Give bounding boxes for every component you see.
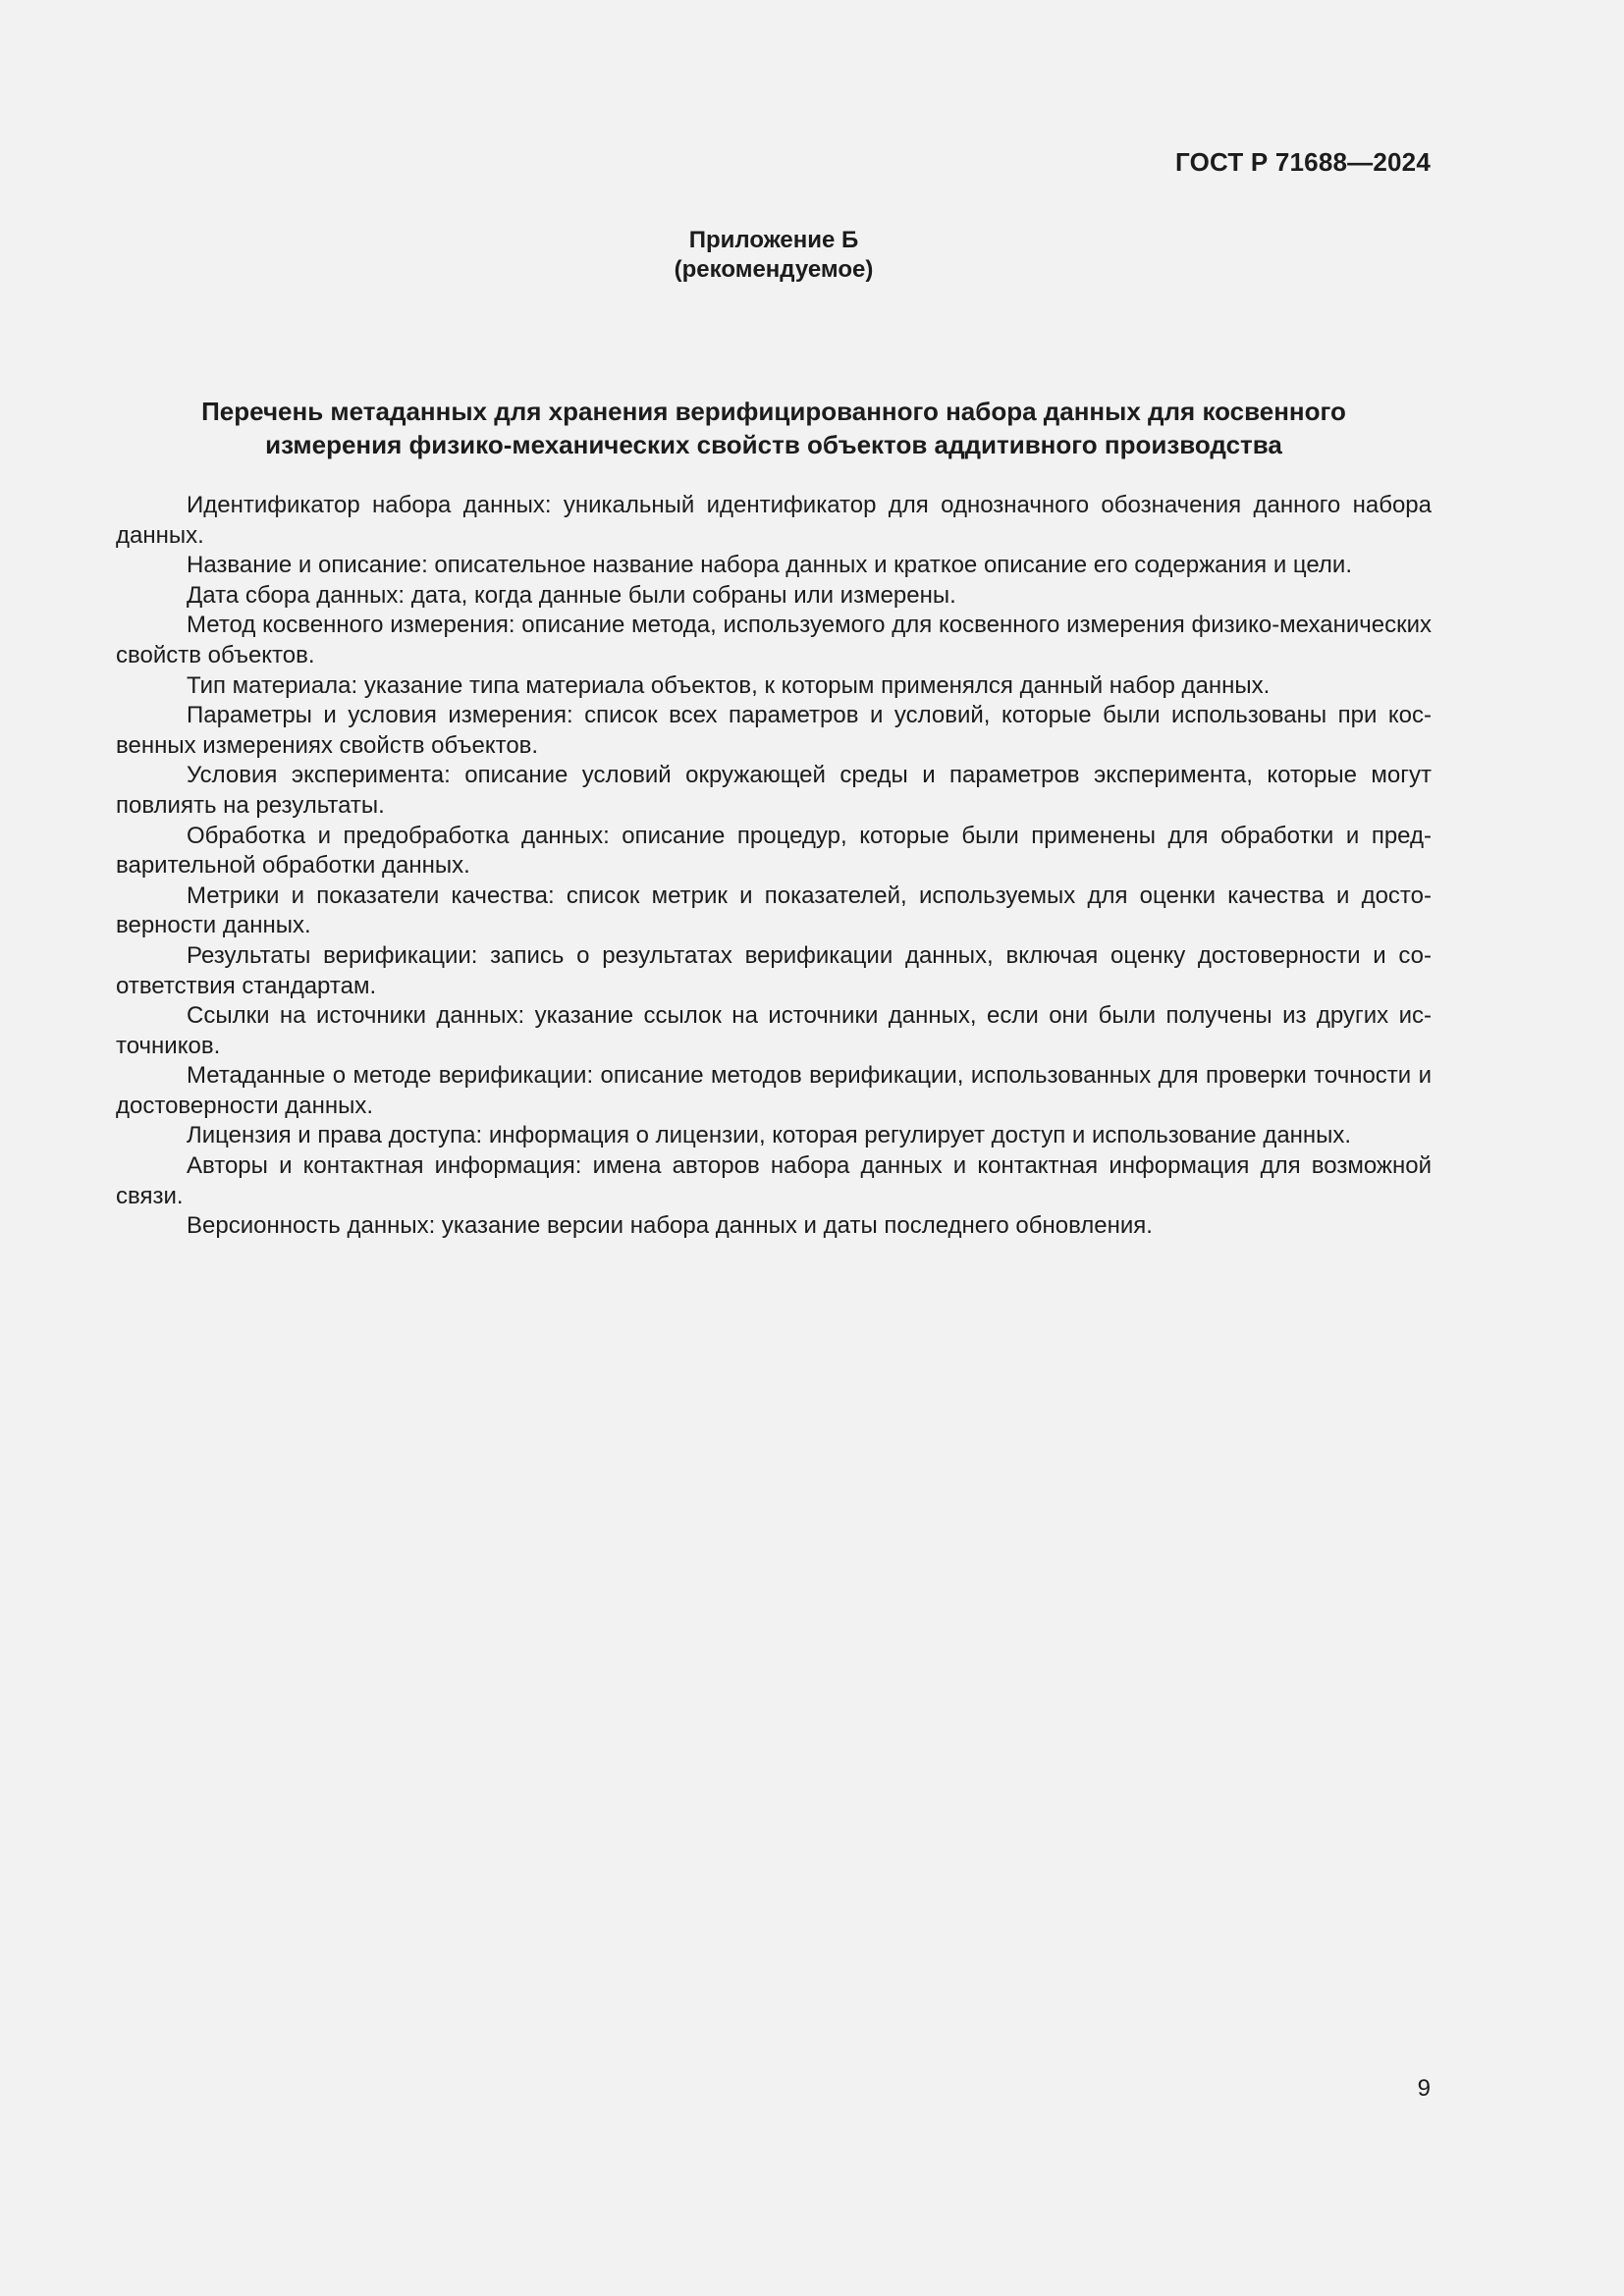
list-item: Результаты верификации: запись о результатах верификации данных, включая оценку достоверности и соответствия стандартам.	[116, 941, 1432, 999]
document-code: ГОСТ Р 71688—2024	[1175, 147, 1431, 177]
list-item: Метаданные о методе верификации: описание методов верификации, использованных для проверки точности и достоверности данных.	[116, 1062, 1432, 1119]
list-item: Параметры и условия измерения: список всех параметров и условий, которые были использованы при косвенных измерениях свойств объектов.	[116, 702, 1432, 759]
list-item: Версионность данных: указание версии набора данных и даты последнего обновления.	[187, 1212, 1153, 1240]
list-item: Дата сбора данных: дата, когда данные были собраны или измерены.	[187, 581, 956, 609]
list-item: Метрики и показатели качества: список метрик и показателей, используемых для оценки качества и достоверности данных.	[116, 881, 1432, 939]
list-item: Условия эксперимента: описание условий окружающей среды и параметров эксперимента, которые могут повлиять на результаты.	[116, 762, 1432, 819]
list-item: Авторы и контактная информация: имена авторов набора данных и контактная информация для возможной связи.	[116, 1152, 1432, 1209]
metadata-list	[116, 491, 1432, 1242]
list-item: Обработка и предобработка данных: описание процедур, которые были применены для обработки и предварительной обработки данных.	[116, 822, 1432, 880]
appendix-heading	[0, 226, 1547, 285]
page-number: 9	[1417, 2075, 1431, 2102]
section-title	[116, 395, 1432, 461]
list-item: Метод косвенного измерения: описание метода, используемого для косвенного измерения физико-механических свойств объектов.	[116, 612, 1432, 668]
list-item: Ссылки на источники данных: указание ссылок на источники данных, если они были получены из других источников.	[116, 1002, 1432, 1059]
section-title-line-2: измерения физико-механических свойств объектов аддитивного производства	[265, 430, 1282, 459]
appendix-title: Приложение Б	[688, 227, 859, 253]
list-item: Идентификатор набора данных: уникальный идентификатор для однозначного обозначения данного набора данных.	[116, 492, 1432, 549]
list-item: Тип материала: указание типа материала объектов, к которым применялся данный набор данных.	[187, 671, 1271, 699]
list-item: Название и описание: описательное название набора данных и краткое описание его содержания и цели.	[187, 552, 1353, 579]
appendix-status: (рекомендуемое)	[674, 256, 874, 283]
list-item: Лицензия и права доступа: информация о лицензии, которая регулирует доступ и использование данных.	[187, 1122, 1352, 1149]
section-title-line-1: Перечень метаданных для хранения верифицированного набора данных для косвенного	[201, 397, 1346, 426]
